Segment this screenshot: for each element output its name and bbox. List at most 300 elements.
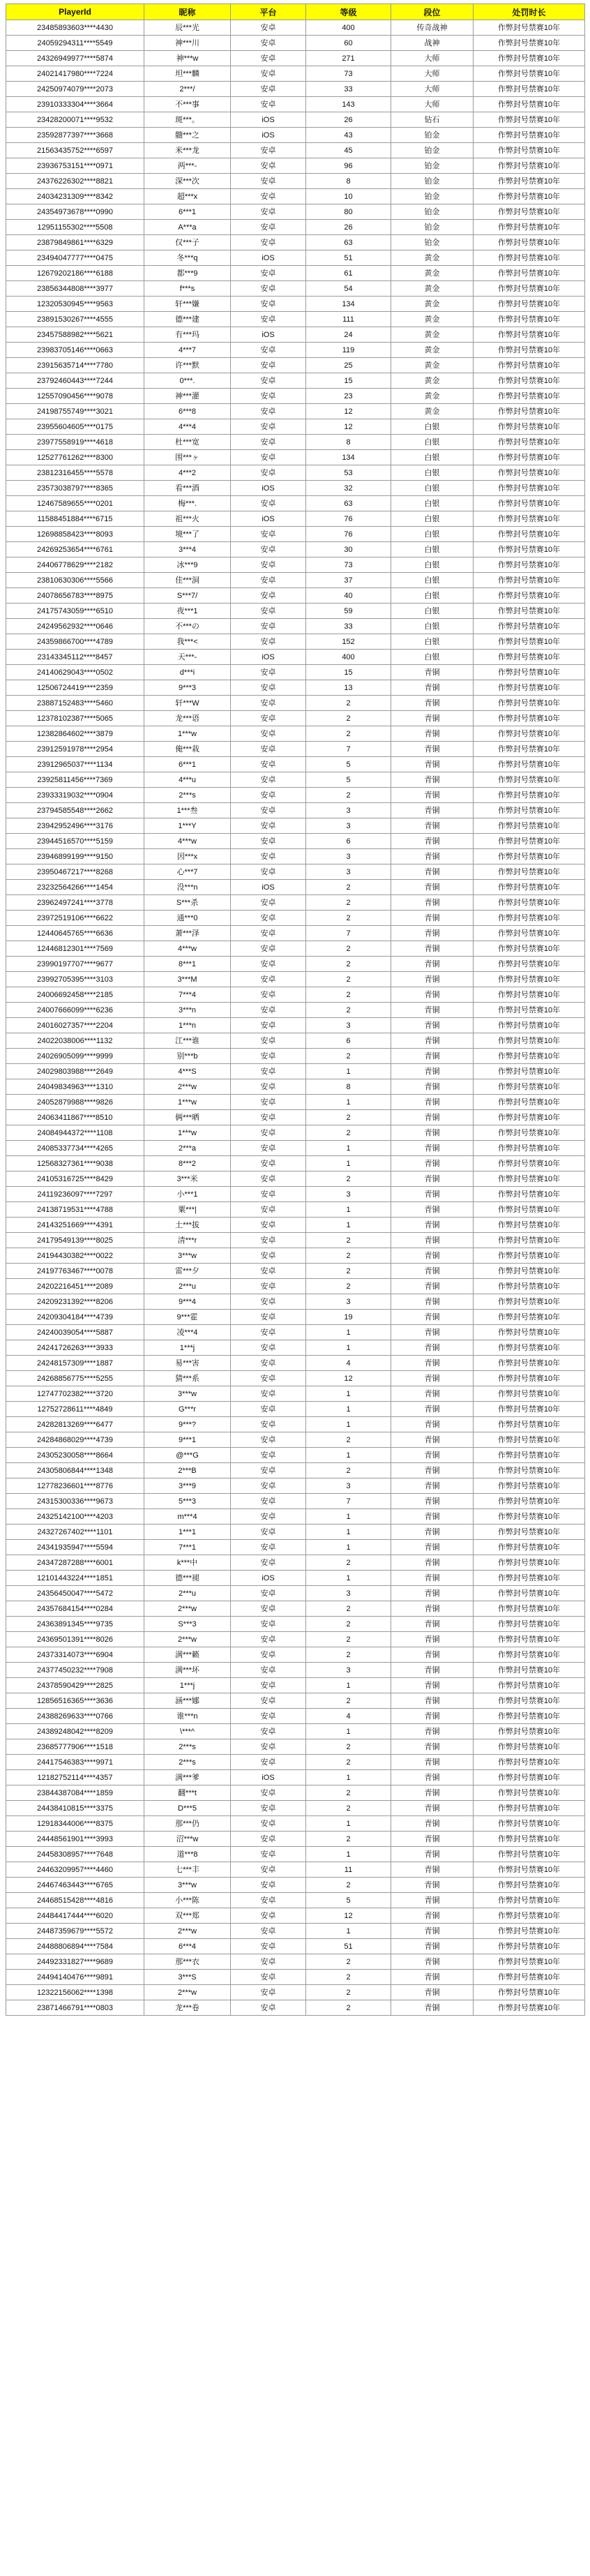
table-row[interactable]	[6, 834, 585, 849]
penalty-cell[interactable]: 作弊封号禁赛10年	[474, 880, 585, 895]
platform-cell[interactable]: 安卓	[231, 573, 306, 588]
player-id-cell[interactable]: 23457588982****5621	[6, 327, 144, 343]
level-cell[interactable]: 3	[306, 1663, 391, 1678]
platform-cell[interactable]: 安卓	[231, 1079, 306, 1095]
player-id-cell[interactable]: 24052879988****9826	[6, 1095, 144, 1110]
penalty-cell[interactable]: 作弊封号禁赛10年	[474, 1340, 585, 1356]
platform-cell[interactable]: 安卓	[231, 1264, 306, 1279]
penalty-cell[interactable]: 作弊封号禁赛10年	[474, 1125, 585, 1141]
table-row[interactable]	[6, 1079, 585, 1095]
rank-cell[interactable]: 大师	[391, 51, 474, 66]
nickname-cell[interactable]: 2***s	[144, 788, 231, 803]
nickname-cell[interactable]: 夜***1	[144, 604, 231, 619]
platform-cell[interactable]: 安卓	[231, 1033, 306, 1049]
table-row[interactable]	[6, 511, 585, 527]
rank-cell[interactable]: 黄金	[391, 404, 474, 419]
level-cell[interactable]: 1	[306, 1417, 391, 1432]
level-cell[interactable]: 80	[306, 204, 391, 220]
penalty-cell[interactable]: 作弊封号禁赛10年	[474, 1586, 585, 1601]
platform-cell[interactable]: 安卓	[231, 1617, 306, 1632]
level-cell[interactable]: 1	[306, 1924, 391, 1939]
level-cell[interactable]: 400	[306, 20, 391, 36]
table-row[interactable]	[6, 1264, 585, 1279]
penalty-cell[interactable]: 作弊封号禁赛10年	[474, 1571, 585, 1586]
penalty-cell[interactable]: 作弊封号禁赛10年	[474, 1509, 585, 1525]
rank-cell[interactable]: 青铜	[391, 803, 474, 818]
rank-cell[interactable]: 青铜	[391, 1294, 474, 1310]
penalty-cell[interactable]: 作弊封号禁赛10年	[474, 1908, 585, 1924]
penalty-cell[interactable]: 作弊封号禁赛10年	[474, 1770, 585, 1785]
nickname-cell[interactable]: 俩***晒	[144, 1110, 231, 1125]
level-cell[interactable]: 1	[306, 1525, 391, 1540]
nickname-cell[interactable]: 2***w	[144, 1985, 231, 2000]
rank-cell[interactable]: 白银	[391, 573, 474, 588]
platform-cell[interactable]: 安卓	[231, 1693, 306, 1709]
table-row[interactable]	[6, 1110, 585, 1125]
player-id-cell[interactable]: 12527761262****8300	[6, 450, 144, 465]
player-id-cell[interactable]: 24194430382****0022	[6, 1248, 144, 1264]
penalty-cell[interactable]: 作弊封号禁赛10年	[474, 66, 585, 82]
level-cell[interactable]: 2	[306, 1739, 391, 1755]
rank-cell[interactable]: 白银	[391, 604, 474, 619]
player-id-cell[interactable]: 24209304184****4739	[6, 1310, 144, 1325]
table-row[interactable]	[6, 1617, 585, 1632]
table-row[interactable]	[6, 1985, 585, 2000]
table-row[interactable]	[6, 588, 585, 604]
level-cell[interactable]: 40	[306, 588, 391, 604]
rank-cell[interactable]: 青铜	[391, 1417, 474, 1432]
player-id-cell[interactable]: 24327267402****1101	[6, 1525, 144, 1540]
nickname-cell[interactable]: 不***事	[144, 97, 231, 112]
platform-cell[interactable]: 安卓	[231, 465, 306, 481]
player-id-cell[interactable]: 24359866700****4789	[6, 634, 144, 650]
table-row[interactable]	[6, 864, 585, 880]
nickname-cell[interactable]: 满***坏	[144, 1663, 231, 1678]
platform-cell[interactable]: 安卓	[231, 696, 306, 711]
table-row[interactable]	[6, 1356, 585, 1371]
level-cell[interactable]: 2	[306, 1878, 391, 1893]
table-row[interactable]	[6, 1832, 585, 1847]
rank-cell[interactable]: 青铜	[391, 1985, 474, 2000]
table-row[interactable]	[6, 1908, 585, 1924]
table-row[interactable]	[6, 174, 585, 189]
player-id-cell[interactable]: 12467589655****0201	[6, 496, 144, 511]
table-row[interactable]	[6, 680, 585, 696]
penalty-cell[interactable]: 作弊封号禁赛10年	[474, 1847, 585, 1862]
level-cell[interactable]: 143	[306, 97, 391, 112]
level-cell[interactable]: 2	[306, 726, 391, 742]
player-id-cell[interactable]: 12557090456****9078	[6, 389, 144, 404]
platform-cell[interactable]: 安卓	[231, 680, 306, 696]
platform-cell[interactable]: 安卓	[231, 1110, 306, 1125]
table-row[interactable]	[6, 772, 585, 788]
level-cell[interactable]: 2	[306, 1110, 391, 1125]
rank-cell[interactable]: 黄金	[391, 389, 474, 404]
player-id-cell[interactable]: 12778236601****8776	[6, 1478, 144, 1494]
platform-cell[interactable]: 安卓	[231, 788, 306, 803]
platform-cell[interactable]: iOS	[231, 327, 306, 343]
table-row[interactable]	[6, 1770, 585, 1785]
nickname-cell[interactable]: D***5	[144, 1801, 231, 1816]
player-id-cell[interactable]: 24282813269****6477	[6, 1417, 144, 1432]
rank-cell[interactable]: 黄金	[391, 373, 474, 389]
table-row[interactable]	[6, 1064, 585, 1079]
table-row[interactable]	[6, 895, 585, 911]
rank-cell[interactable]: 青铜	[391, 1832, 474, 1847]
nickname-cell[interactable]: 看***酒	[144, 481, 231, 496]
platform-cell[interactable]: 安卓	[231, 419, 306, 435]
table-row[interactable]	[6, 527, 585, 542]
penalty-cell[interactable]: 作弊封号禁赛10年	[474, 1832, 585, 1847]
platform-cell[interactable]: 安卓	[231, 1064, 306, 1079]
platform-cell[interactable]: 安卓	[231, 204, 306, 220]
nickname-cell[interactable]: 粟***|	[144, 1202, 231, 1218]
nickname-cell[interactable]: 1***w	[144, 726, 231, 742]
rank-cell[interactable]: 青铜	[391, 1187, 474, 1202]
player-id-cell[interactable]: 24305230058****8664	[6, 1448, 144, 1463]
platform-cell[interactable]: 安卓	[231, 220, 306, 235]
level-cell[interactable]: 33	[306, 619, 391, 634]
player-id-cell[interactable]: 24325142100****4203	[6, 1509, 144, 1525]
player-id-cell[interactable]: 23990197707****9677	[6, 957, 144, 972]
level-cell[interactable]: 1	[306, 1340, 391, 1356]
rank-cell[interactable]: 青铜	[391, 1893, 474, 1908]
level-cell[interactable]: 1	[306, 1141, 391, 1156]
level-cell[interactable]: 1	[306, 1448, 391, 1463]
level-cell[interactable]: 1	[306, 1540, 391, 1555]
rank-cell[interactable]: 青铜	[391, 696, 474, 711]
nickname-cell[interactable]: 有***玛	[144, 327, 231, 343]
nickname-cell[interactable]: 斑***。	[144, 112, 231, 128]
table-row[interactable]	[6, 650, 585, 665]
table-row[interactable]	[6, 1125, 585, 1141]
table-row[interactable]	[6, 51, 585, 66]
player-id-cell[interactable]: 23494047777****0475	[6, 250, 144, 266]
platform-cell[interactable]: 安卓	[231, 803, 306, 818]
penalty-cell[interactable]: 作弊封号禁赛10年	[474, 1939, 585, 1954]
nickname-cell[interactable]: 2***s	[144, 1755, 231, 1770]
level-cell[interactable]: 2	[306, 1617, 391, 1632]
level-cell[interactable]: 271	[306, 51, 391, 66]
platform-cell[interactable]: 安卓	[231, 1218, 306, 1233]
penalty-cell[interactable]: 作弊封号禁赛10年	[474, 250, 585, 266]
platform-cell[interactable]: 安卓	[231, 849, 306, 864]
level-cell[interactable]: 76	[306, 527, 391, 542]
platform-cell[interactable]: 安卓	[231, 174, 306, 189]
penalty-cell[interactable]: 作弊封号禁赛10年	[474, 1617, 585, 1632]
rank-cell[interactable]: 青铜	[391, 834, 474, 849]
player-id-cell[interactable]: 12918344006****8375	[6, 1816, 144, 1832]
table-row[interactable]	[6, 1632, 585, 1647]
platform-cell[interactable]: 安卓	[231, 1478, 306, 1494]
platform-cell[interactable]: iOS	[231, 128, 306, 143]
level-cell[interactable]: 51	[306, 1939, 391, 1954]
rank-cell[interactable]: 铂金	[391, 158, 474, 174]
nickname-cell[interactable]: G***r	[144, 1402, 231, 1417]
rank-cell[interactable]: 青铜	[391, 1678, 474, 1693]
rank-cell[interactable]: 大师	[391, 97, 474, 112]
penalty-cell[interactable]: 作弊封号禁赛10年	[474, 557, 585, 573]
player-id-cell[interactable]: 24140629043****0502	[6, 665, 144, 680]
level-cell[interactable]: 37	[306, 573, 391, 588]
nickname-cell[interactable]: 7***4	[144, 987, 231, 1003]
rank-cell[interactable]: 青铜	[391, 2000, 474, 2016]
level-cell[interactable]: 1	[306, 1724, 391, 1739]
table-row[interactable]	[6, 1647, 585, 1663]
nickname-cell[interactable]: 土***拔	[144, 1218, 231, 1233]
nickname-cell[interactable]: 不***の	[144, 619, 231, 634]
rank-cell[interactable]: 青铜	[391, 895, 474, 911]
penalty-cell[interactable]: 作弊封号禁赛10年	[474, 1739, 585, 1755]
table-row[interactable]	[6, 128, 585, 143]
penalty-cell[interactable]: 作弊封号禁赛10年	[474, 358, 585, 373]
nickname-cell[interactable]: 冰***9	[144, 557, 231, 573]
table-row[interactable]	[6, 327, 585, 343]
rank-cell[interactable]: 青铜	[391, 1509, 474, 1525]
rank-cell[interactable]: 青铜	[391, 742, 474, 757]
player-id-cell[interactable]: 23933319032****0904	[6, 788, 144, 803]
player-id-cell[interactable]: 23925811456****7369	[6, 772, 144, 788]
table-row[interactable]	[6, 1171, 585, 1187]
platform-cell[interactable]: 安卓	[231, 1018, 306, 1033]
penalty-cell[interactable]: 作弊封号禁赛10年	[474, 957, 585, 972]
table-row[interactable]	[6, 1571, 585, 1586]
player-id-cell[interactable]: 12506724419****2359	[6, 680, 144, 696]
penalty-cell[interactable]: 作弊封号禁赛10年	[474, 1003, 585, 1018]
table-row[interactable]	[6, 312, 585, 327]
nickname-cell[interactable]: 轩***嫌	[144, 297, 231, 312]
platform-cell[interactable]: 安卓	[231, 711, 306, 726]
table-row[interactable]	[6, 1218, 585, 1233]
table-row[interactable]	[6, 849, 585, 864]
penalty-cell[interactable]: 作弊封号禁赛10年	[474, 1555, 585, 1571]
level-cell[interactable]: 53	[306, 465, 391, 481]
rank-cell[interactable]: 黄金	[391, 281, 474, 297]
platform-cell[interactable]: 安卓	[231, 1893, 306, 1908]
rank-cell[interactable]: 白银	[391, 619, 474, 634]
rank-cell[interactable]: 大师	[391, 66, 474, 82]
nickname-cell[interactable]: 3***w	[144, 1878, 231, 1893]
penalty-cell[interactable]: 作弊封号禁赛10年	[474, 772, 585, 788]
nickname-cell[interactable]: 沼***w	[144, 1832, 231, 1847]
table-row[interactable]	[6, 972, 585, 987]
player-id-cell[interactable]: 23887152483****5460	[6, 696, 144, 711]
level-cell[interactable]: 23	[306, 389, 391, 404]
table-row[interactable]	[6, 158, 585, 174]
player-id-cell[interactable]: 23912965037****1134	[6, 757, 144, 772]
penalty-cell[interactable]: 作弊封号禁赛10年	[474, 1970, 585, 1985]
platform-cell[interactable]: 安卓	[231, 2000, 306, 2016]
nickname-cell[interactable]: 深***次	[144, 174, 231, 189]
penalty-cell[interactable]: 作弊封号禁赛10年	[474, 1171, 585, 1187]
nickname-cell[interactable]: 1***叁	[144, 803, 231, 818]
penalty-cell[interactable]: 作弊封号禁赛10年	[474, 1985, 585, 2000]
nickname-cell[interactable]: S***3	[144, 1617, 231, 1632]
rank-cell[interactable]: 青铜	[391, 1693, 474, 1709]
penalty-cell[interactable]: 作弊封号禁赛10年	[474, 1110, 585, 1125]
nickname-cell[interactable]: 龙***卷	[144, 2000, 231, 2016]
table-row[interactable]	[6, 266, 585, 281]
table-row[interactable]	[6, 1709, 585, 1724]
player-id-cell[interactable]: 24022038006****1132	[6, 1033, 144, 1049]
rank-cell[interactable]: 白银	[391, 557, 474, 573]
table-row[interactable]	[6, 1310, 585, 1325]
penalty-cell[interactable]: 作弊封号禁赛10年	[474, 788, 585, 803]
platform-cell[interactable]: 安卓	[231, 158, 306, 174]
nickname-cell[interactable]: 9***?	[144, 1417, 231, 1432]
level-cell[interactable]: 134	[306, 297, 391, 312]
player-id-cell[interactable]: 24143251669****4391	[6, 1218, 144, 1233]
level-cell[interactable]: 59	[306, 604, 391, 619]
rank-cell[interactable]: 白银	[391, 481, 474, 496]
nickname-cell[interactable]: 神***w	[144, 51, 231, 66]
table-row[interactable]	[6, 1586, 585, 1601]
level-cell[interactable]: 24	[306, 327, 391, 343]
nickname-cell[interactable]: 神***川	[144, 36, 231, 51]
level-cell[interactable]: 10	[306, 189, 391, 204]
player-id-cell[interactable]: 24488806894****7584	[6, 1939, 144, 1954]
nickname-cell[interactable]: 清***r	[144, 1233, 231, 1248]
table-row[interactable]	[6, 911, 585, 926]
table-row[interactable]	[6, 542, 585, 557]
platform-cell[interactable]: 安卓	[231, 1279, 306, 1294]
player-id-cell[interactable]: 24363891345****9735	[6, 1617, 144, 1632]
nickname-cell[interactable]: 3***S	[144, 1970, 231, 1985]
penalty-cell[interactable]: 作弊封号禁赛10年	[474, 281, 585, 297]
table-row[interactable]	[6, 1294, 585, 1310]
penalty-cell[interactable]: 作弊封号禁赛10年	[474, 619, 585, 634]
platform-cell[interactable]: 安卓	[231, 1095, 306, 1110]
penalty-cell[interactable]: 作弊封号禁赛10年	[474, 51, 585, 66]
player-id-cell[interactable]: 24494140476****9891	[6, 1970, 144, 1985]
platform-cell[interactable]: 安卓	[231, 1663, 306, 1678]
level-cell[interactable]: 73	[306, 66, 391, 82]
table-row[interactable]	[6, 1801, 585, 1816]
platform-cell[interactable]: 安卓	[231, 1601, 306, 1617]
nickname-cell[interactable]: 雷***夕	[144, 1264, 231, 1279]
rank-cell[interactable]: 青铜	[391, 1571, 474, 1586]
player-id-cell[interactable]: 23955604605****0175	[6, 419, 144, 435]
platform-cell[interactable]: 安卓	[231, 435, 306, 450]
penalty-cell[interactable]: 作弊封号禁赛10年	[474, 1294, 585, 1310]
penalty-cell[interactable]: 作弊封号禁赛10年	[474, 1924, 585, 1939]
player-id-cell[interactable]: 24268856775****5255	[6, 1371, 144, 1386]
nickname-cell[interactable]: 6***1	[144, 204, 231, 220]
platform-cell[interactable]: 安卓	[231, 772, 306, 788]
level-cell[interactable]: 3	[306, 803, 391, 818]
player-id-cell[interactable]: 24202216451****2089	[6, 1279, 144, 1294]
player-id-cell[interactable]: 23912591978****2954	[6, 742, 144, 757]
player-id-cell[interactable]: 23915635714****7780	[6, 358, 144, 373]
player-id-cell[interactable]: 24315300336****9673	[6, 1494, 144, 1509]
rank-cell[interactable]: 青铜	[391, 711, 474, 726]
penalty-cell[interactable]: 作弊封号禁赛10年	[474, 895, 585, 911]
table-row[interactable]	[6, 880, 585, 895]
nickname-cell[interactable]: 小***陈	[144, 1893, 231, 1908]
nickname-cell[interactable]: f***s	[144, 281, 231, 297]
platform-cell[interactable]: 安卓	[231, 527, 306, 542]
level-cell[interactable]: 2	[306, 1264, 391, 1279]
platform-cell[interactable]: 安卓	[231, 36, 306, 51]
platform-cell[interactable]: 安卓	[231, 726, 306, 742]
platform-cell[interactable]: 安卓	[231, 189, 306, 204]
platform-cell[interactable]: 安卓	[231, 404, 306, 419]
nickname-cell[interactable]: 那***衣	[144, 1954, 231, 1970]
penalty-cell[interactable]: 作弊封号禁赛10年	[474, 511, 585, 527]
rank-cell[interactable]: 青铜	[391, 726, 474, 742]
rank-cell[interactable]: 青铜	[391, 1095, 474, 1110]
penalty-cell[interactable]: 作弊封号禁赛10年	[474, 818, 585, 834]
player-id-cell[interactable]: 23962497241****3778	[6, 895, 144, 911]
platform-cell[interactable]: 安卓	[231, 1248, 306, 1264]
penalty-cell[interactable]: 作弊封号禁赛10年	[474, 1678, 585, 1693]
level-cell[interactable]: 5	[306, 772, 391, 788]
penalty-cell[interactable]: 作弊封号禁赛10年	[474, 235, 585, 250]
level-cell[interactable]: 1	[306, 1816, 391, 1832]
penalty-cell[interactable]: 作弊封号禁赛10年	[474, 680, 585, 696]
table-row[interactable]	[6, 1463, 585, 1478]
platform-cell[interactable]: 安卓	[231, 1832, 306, 1847]
player-id-cell[interactable]: 24354973678****0990	[6, 204, 144, 220]
nickname-cell[interactable]: 杜***宽	[144, 435, 231, 450]
penalty-cell[interactable]: 作弊封号禁赛10年	[474, 97, 585, 112]
penalty-cell[interactable]: 作弊封号禁赛10年	[474, 1218, 585, 1233]
table-row[interactable]	[6, 619, 585, 634]
player-id-cell[interactable]: 24378590429****2825	[6, 1678, 144, 1693]
rank-cell[interactable]: 青铜	[391, 911, 474, 926]
level-cell[interactable]: 2	[306, 1233, 391, 1248]
table-row[interactable]	[6, 1386, 585, 1402]
penalty-cell[interactable]: 作弊封号禁赛10年	[474, 1709, 585, 1724]
level-cell[interactable]: 2	[306, 911, 391, 926]
penalty-cell[interactable]: 作弊封号禁赛10年	[474, 696, 585, 711]
penalty-cell[interactable]: 作弊封号禁赛10年	[474, 1233, 585, 1248]
penalty-cell[interactable]: 作弊封号禁赛10年	[474, 373, 585, 389]
nickname-cell[interactable]: 轩***W	[144, 696, 231, 711]
table-row[interactable]	[6, 1494, 585, 1509]
table-row[interactable]	[6, 1970, 585, 1985]
nickname-cell[interactable]: 0***.	[144, 373, 231, 389]
penalty-cell[interactable]: 作弊封号禁赛10年	[474, 542, 585, 557]
rank-cell[interactable]: 青铜	[391, 1617, 474, 1632]
platform-cell[interactable]: 安卓	[231, 864, 306, 880]
player-id-cell[interactable]: 23992705395****3103	[6, 972, 144, 987]
platform-cell[interactable]: 安卓	[231, 1356, 306, 1371]
rank-cell[interactable]: 青铜	[391, 1064, 474, 1079]
rank-cell[interactable]: 青铜	[391, 1847, 474, 1862]
table-row[interactable]	[6, 204, 585, 220]
level-cell[interactable]: 8	[306, 174, 391, 189]
nickname-cell[interactable]: 4***w	[144, 834, 231, 849]
level-cell[interactable]: 1	[306, 1218, 391, 1233]
player-id-cell[interactable]: 23794585548****2662	[6, 803, 144, 818]
player-id-cell[interactable]: 24105316725****8429	[6, 1171, 144, 1187]
rank-cell[interactable]: 青铜	[391, 1463, 474, 1478]
rank-cell[interactable]: 青铜	[391, 665, 474, 680]
platform-cell[interactable]: iOS	[231, 880, 306, 895]
rank-cell[interactable]: 青铜	[391, 1647, 474, 1663]
level-cell[interactable]: 134	[306, 450, 391, 465]
nickname-cell[interactable]: 满***籁	[144, 1647, 231, 1663]
platform-cell[interactable]: 安卓	[231, 312, 306, 327]
platform-cell[interactable]: 安卓	[231, 1171, 306, 1187]
platform-cell[interactable]: 安卓	[231, 1448, 306, 1463]
nickname-cell[interactable]: 境***了	[144, 527, 231, 542]
penalty-cell[interactable]: 作弊封号禁赛10年	[474, 1386, 585, 1402]
player-id-cell[interactable]: 23485893603****4430	[6, 20, 144, 36]
table-row[interactable]	[6, 1893, 585, 1908]
rank-cell[interactable]: 铂金	[391, 220, 474, 235]
